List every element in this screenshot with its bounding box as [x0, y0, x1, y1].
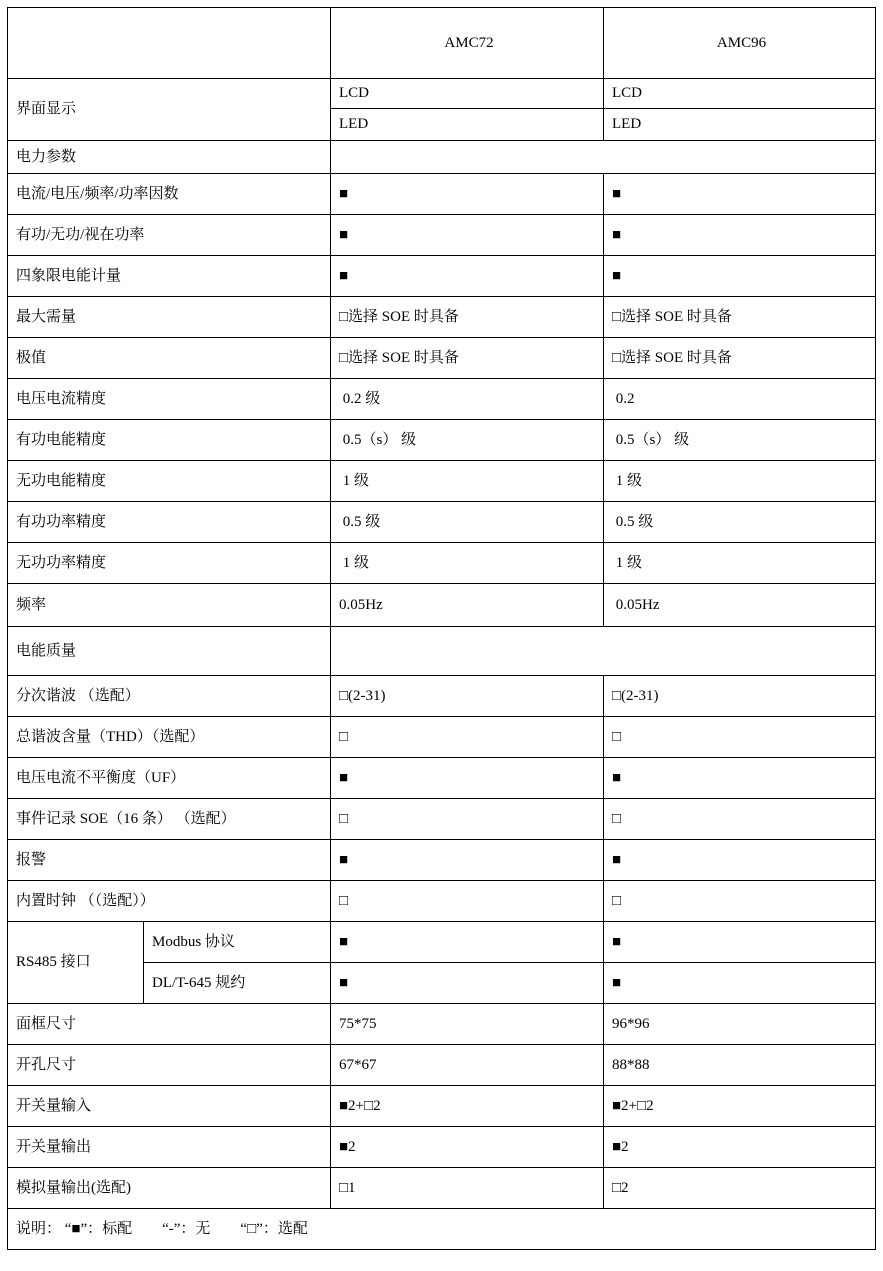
value-cell-amc72: □选择 SOE 时具备	[331, 338, 604, 379]
value-cell-amc96: 0.2	[604, 379, 876, 420]
table-row	[8, 799, 876, 840]
note-row	[8, 1209, 876, 1250]
value-cell-amc96: LCD	[604, 79, 876, 109]
table-row	[8, 1127, 876, 1168]
table-row	[8, 1086, 876, 1127]
table-row	[8, 758, 876, 799]
row-label: 频率	[8, 584, 331, 627]
row-label: 无功功率精度	[8, 543, 331, 584]
table-row	[8, 1168, 876, 1209]
value-cell-amc72: ■	[331, 256, 604, 297]
table-row	[8, 256, 876, 297]
value-cell-amc72: LED	[331, 109, 604, 141]
value-cell-amc72: ■	[331, 840, 604, 881]
row-label: 有功功率精度	[8, 502, 331, 543]
value-cell-amc72: □	[331, 881, 604, 922]
value-cell-amc96: 1 级	[604, 543, 876, 584]
value-cell-amc96: □选择 SOE 时具备	[604, 297, 876, 338]
value-cell-amc96: ■	[604, 922, 876, 963]
row-label: 分次谐波 （选配）	[8, 676, 331, 717]
value-cell-amc72: 1 级	[331, 461, 604, 502]
table-row	[8, 1045, 876, 1086]
header-row	[8, 8, 876, 79]
table-row	[8, 461, 876, 502]
section-empty-cell	[331, 627, 876, 676]
table-row	[8, 543, 876, 584]
row-label: 无功电能精度	[8, 461, 331, 502]
table-row	[8, 881, 876, 922]
value-cell-amc72: 75*75	[331, 1004, 604, 1045]
value-cell-amc96: ■	[604, 174, 876, 215]
section-empty-cell	[331, 141, 876, 174]
table-row	[8, 584, 876, 627]
value-cell-amc72: ■	[331, 174, 604, 215]
table-row	[8, 676, 876, 717]
table-row	[8, 297, 876, 338]
spec-table	[7, 7, 876, 1250]
value-cell-amc96: □	[604, 881, 876, 922]
value-cell-amc96: 0.05Hz	[604, 584, 876, 627]
value-cell-amc72: ■2+□2	[331, 1086, 604, 1127]
row-label: 事件记录 SOE（16 条） （选配）	[8, 799, 331, 840]
value-cell-amc72: 67*67	[331, 1045, 604, 1086]
value-cell-amc72: LCD	[331, 79, 604, 109]
row-label: 极值	[8, 338, 331, 379]
row-label: 面框尺寸	[8, 1004, 331, 1045]
table-row	[8, 717, 876, 758]
value-cell-amc72: 1 级	[331, 543, 604, 584]
value-cell-amc72: ■	[331, 963, 604, 1004]
row-label: 界面显示	[8, 79, 331, 141]
value-cell-amc72: □	[331, 799, 604, 840]
section-row	[8, 627, 876, 676]
value-cell-amc96: 0.5（s） 级	[604, 420, 876, 461]
value-cell-amc96: ■2+□2	[604, 1086, 876, 1127]
row-label: 电压电流不平衡度（UF）	[8, 758, 331, 799]
table-row	[8, 840, 876, 881]
table-row	[8, 1004, 876, 1045]
row-sublabel-modbus: Modbus 协议	[144, 922, 331, 963]
value-cell-amc96: □2	[604, 1168, 876, 1209]
value-cell-amc72: 0.5（s） 级	[331, 420, 604, 461]
value-cell-amc72: □1	[331, 1168, 604, 1209]
value-cell-amc96: 88*88	[604, 1045, 876, 1086]
row-label: 最大需量	[8, 297, 331, 338]
value-cell-amc96: ■2	[604, 1127, 876, 1168]
section-label: 电能质量	[8, 627, 331, 676]
value-cell-amc72: □	[331, 717, 604, 758]
section-row	[8, 141, 876, 174]
product-col-amc72: AMC72	[331, 8, 604, 79]
value-cell-amc72: ■	[331, 215, 604, 256]
value-cell-amc72: □选择 SOE 时具备	[331, 297, 604, 338]
table-row	[8, 174, 876, 215]
value-cell-amc72: ■	[331, 758, 604, 799]
table-row	[8, 379, 876, 420]
value-cell-amc96: ■	[604, 256, 876, 297]
row-label: 开关量输入	[8, 1086, 331, 1127]
row-label: 有功/无功/视在功率	[8, 215, 331, 256]
row-label: 有功电能精度	[8, 420, 331, 461]
value-cell-amc72: 0.2 级	[331, 379, 604, 420]
row-label: 四象限电能计量	[8, 256, 331, 297]
value-cell-amc72: □(2-31)	[331, 676, 604, 717]
legend-note: 说明： “■”：标配 “-”：无 “□”：选配	[8, 1209, 876, 1250]
value-cell-amc96: ■	[604, 963, 876, 1004]
value-cell-amc96: ■	[604, 215, 876, 256]
row-label: 模拟量输出(选配)	[8, 1168, 331, 1209]
value-cell-amc72: 0.05Hz	[331, 584, 604, 627]
value-cell-amc96: □	[604, 799, 876, 840]
value-cell-amc96: □选择 SOE 时具备	[604, 338, 876, 379]
row-label: 内置时钟 （（选配））	[8, 881, 331, 922]
row-label-rs485: RS485 接口	[8, 922, 144, 1004]
row-label: 总谐波含量（THD）（选配）	[8, 717, 331, 758]
value-cell-amc72: ■2	[331, 1127, 604, 1168]
table-row	[8, 502, 876, 543]
row-label: 开关量输出	[8, 1127, 331, 1168]
value-cell-amc96: □(2-31)	[604, 676, 876, 717]
section-label: 电力参数	[8, 141, 331, 174]
value-cell-amc96: □	[604, 717, 876, 758]
row-label: 开孔尺寸	[8, 1045, 331, 1086]
table-row	[8, 338, 876, 379]
value-cell-amc96: 1 级	[604, 461, 876, 502]
table-row	[8, 215, 876, 256]
value-cell-amc72: 0.5 级	[331, 502, 604, 543]
value-cell-amc96: ■	[604, 840, 876, 881]
row-label: 报警	[8, 840, 331, 881]
row-sublabel-dlt645: DL/T-645 规约	[144, 963, 331, 1004]
value-cell-amc96: ■	[604, 758, 876, 799]
value-cell-amc96: 0.5 级	[604, 502, 876, 543]
value-cell-amc96: LED	[604, 109, 876, 141]
row-label: 电流/电压/频率/功率因数	[8, 174, 331, 215]
product-col-amc96: AMC96	[604, 8, 876, 79]
row-label: 电压电流精度	[8, 379, 331, 420]
header-blank-cell	[8, 8, 331, 79]
value-cell-amc72: ■	[331, 922, 604, 963]
value-cell-amc96: 96*96	[604, 1004, 876, 1045]
table-row	[8, 79, 876, 109]
table-row	[8, 420, 876, 461]
table-row	[8, 922, 876, 963]
